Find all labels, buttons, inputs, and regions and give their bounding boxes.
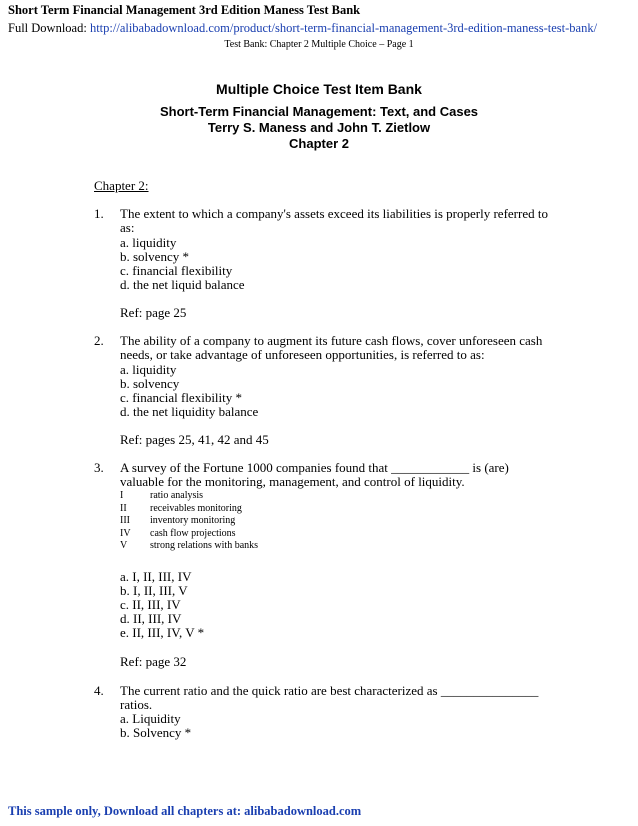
- question-3-item-2-text: receivables monitoring: [150, 503, 242, 514]
- question-3-option-c: c. II, III, IV: [120, 597, 181, 612]
- question-3-item-1-roman: I: [120, 490, 124, 501]
- document-authors: Terry S. Maness and John T. Zietlow: [207, 120, 431, 135]
- question-2-ref: Ref: pages 25, 41, 42 and 45: [120, 432, 269, 447]
- question-1-line-2: as:: [120, 220, 135, 235]
- question-1-line-1: The extent to which a company's assets exceed its liabilities is properly referred to: [120, 206, 548, 221]
- question-3-option-b: b. I, II, III, V: [120, 583, 188, 598]
- question-4-number: 4.: [94, 683, 104, 698]
- banner-title: Short Term Financial Management 3rd Edition Maness Test Bank: [8, 3, 361, 17]
- question-2-option-b: b. solvency: [120, 376, 180, 391]
- question-3-item-4-text: cash flow projections: [150, 528, 236, 539]
- question-2-number: 2.: [94, 333, 104, 348]
- question-3-item-5-roman: V: [120, 540, 128, 551]
- document-subtitle: Short-Term Financial Management: Text, and Cases: [159, 104, 479, 119]
- question-2-option-d: d. the net liquidity balance: [120, 404, 259, 419]
- question-3-number: 3.: [94, 460, 104, 475]
- question-4-option-b: b. Solvency *: [120, 725, 192, 740]
- chapter-label: Chapter 2:: [94, 178, 149, 193]
- question-4-line-2: ratios.: [120, 697, 153, 712]
- question-3-item-3-roman: III: [120, 515, 130, 526]
- question-3-option-e: e. II, III, IV, V *: [120, 625, 205, 640]
- question-1-option-c: c. financial flexibility: [120, 263, 233, 278]
- question-3-line-1: A survey of the Fortune 1000 companies found that ____________ is (are): [120, 460, 509, 475]
- question-3-line-2: valuable for the monitoring, management, and control of liquidity.: [120, 474, 465, 489]
- question-1-ref: Ref: page 25: [120, 305, 187, 320]
- question-3-option-a: a. I, II, III, IV: [120, 569, 192, 584]
- question-2-option-c: c. financial flexibility *: [120, 390, 243, 405]
- question-2-option-a: a. liquidity: [120, 362, 177, 377]
- document-chapter: Chapter 2: [289, 136, 349, 151]
- footer-download-notice[interactable]: This sample only, Download all chapters at: alibabadownload.com: [8, 804, 362, 818]
- download-link[interactable]: http://alibabadownload.com/product/short-term-financial-management-3rd-edition-maness-test-bank/: [89, 21, 598, 35]
- question-2-line-1: The ability of a company to augment its future cash flows, cover unforeseen cash: [120, 333, 543, 348]
- question-2-line-2: needs, or take advantage of unforeseen opportunities, is referred to as:: [120, 347, 485, 362]
- question-1-number: 1.: [94, 206, 104, 221]
- question-3-ref: Ref: page 32: [120, 654, 187, 669]
- download-label: Full Download:: [8, 21, 90, 35]
- download-line: [8, 21, 597, 36]
- question-4-option-a: a. Liquidity: [120, 711, 181, 726]
- page-header: Test Bank: Chapter 2 Multiple Choice – Page 1: [224, 39, 414, 50]
- question-1-option-a: a. liquidity: [120, 235, 177, 250]
- question-3-item-4-roman: IV: [120, 528, 131, 539]
- question-3-item-5-text: strong relations with banks: [150, 540, 259, 551]
- document-title: Multiple Choice Test Item Bank: [216, 81, 422, 97]
- question-3-item-2-roman: II: [120, 503, 127, 514]
- question-1-option-d: d. the net liquid balance: [120, 277, 245, 292]
- question-1-option-b: b. solvency *: [120, 249, 189, 264]
- question-4-line-1: The current ratio and the quick ratio are best characterized as _______________: [120, 683, 539, 698]
- question-3-item-1-text: ratio analysis: [150, 490, 204, 501]
- question-3-option-d: d. II, III, IV: [120, 611, 182, 626]
- question-3-item-3-text: inventory monitoring: [150, 515, 236, 526]
